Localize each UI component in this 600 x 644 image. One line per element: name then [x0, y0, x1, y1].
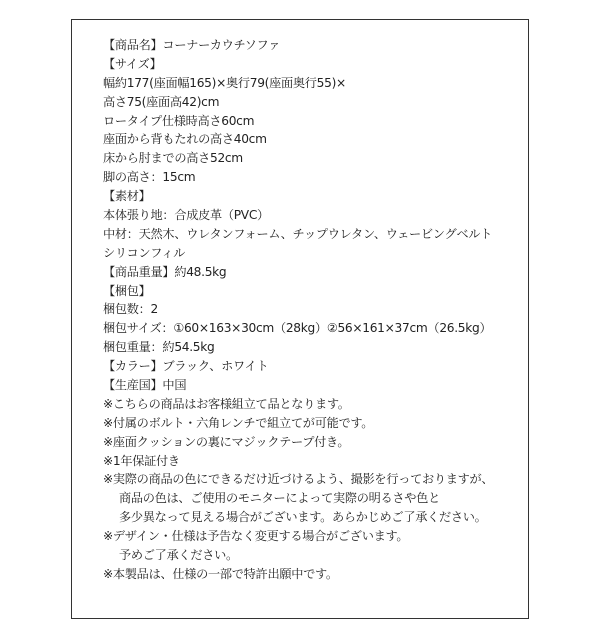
spec-line: 高さ75(座面高42)cm [103, 94, 220, 109]
spec-line: 本体張り地：合成皮革（PVC） [103, 208, 269, 223]
spec-line: 床から肘までの高さ52cm [103, 151, 243, 166]
spec-line: 座面から背もたれの高さ40cm [103, 132, 267, 147]
spec-line: 中材：天然木、ウレタンフォーム、チップウレタン、ウェービングベルト [103, 226, 492, 241]
spec-line: ※本製品は、仕様の一部で特許出願中です。 [103, 566, 338, 581]
spec-line: 商品の色は、ご使用のモニターによって実際の明るさや色と [119, 491, 440, 506]
spec-line: 予めご了承ください。 [119, 548, 238, 563]
spec-line: 【サイズ】 [103, 56, 162, 71]
spec-line: ※座面クッションの裏にマジックテープ付き。 [103, 434, 350, 449]
spec-line: 【生産国】中国 [103, 378, 187, 393]
spec-line: 幅約177(座面幅165)×奥行79(座面奥行55)× [103, 75, 346, 90]
spec-line: シリコンフィル [103, 245, 185, 260]
spec-line: 【素材】 [103, 189, 151, 204]
spec-line: ※こちらの商品はお客様組立て品となります。 [103, 396, 350, 411]
spec-line: 【商品重量】約48.5kg [103, 264, 227, 279]
spec-line: 脚の高さ：15cm [103, 170, 196, 185]
spec-line: ロータイプ仕様時高さ60cm [103, 113, 255, 128]
spec-line: 【梱包】 [103, 283, 151, 298]
spec-line: ※1年保証付き [103, 453, 180, 468]
spec-line: ※付属のボルト・六角レンチで組立てが可能です。 [103, 415, 374, 430]
spec-line: 梱包数：2 [103, 302, 159, 317]
spec-line: 梱包重量：約54.5kg [103, 340, 215, 355]
spec-list [103, 36, 523, 584]
spec-line: 多少異なって見える場合がございます。あらかじめご了承ください。 [119, 510, 487, 525]
spec-line: 梱包サイズ：①60×163×30cm（28kg）②56×161×37cm（26.5kg） [103, 321, 492, 336]
spec-line: 【商品名】コーナーカウチソファ [103, 38, 281, 52]
spec-line: 【カラー】ブラック、ホワイト [103, 359, 269, 374]
spec-line: ※実際の商品の色にできるだけ近づけるよう、撮影を行っておりますが、 [103, 472, 494, 487]
spec-line: ※デザイン・仕様は予告なく変更する場合がございます。 [103, 529, 409, 544]
